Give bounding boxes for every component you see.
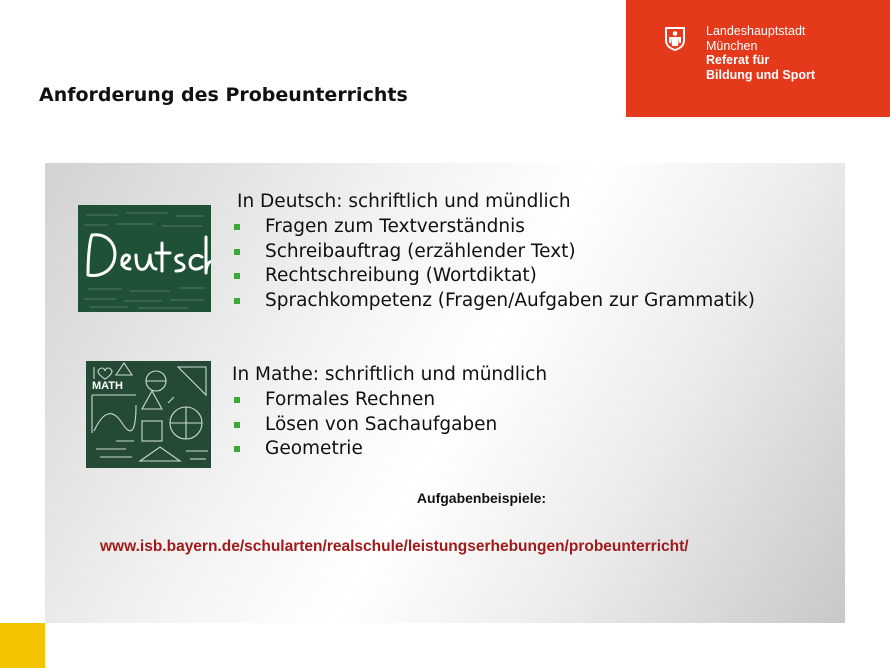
list-item: Fragen zum Textverständnis <box>232 215 755 240</box>
page-title: Anforderung des Probeunterrichts <box>39 84 408 106</box>
munich-crest-icon <box>664 26 686 52</box>
mathe-list <box>232 388 497 462</box>
deutsch-heading: In Deutsch: schriftlich und mündlich <box>237 191 571 212</box>
list-item: Rechtschreibung (Wortdiktat) <box>232 264 755 289</box>
mathe-chalkboard-image <box>86 361 211 468</box>
list-item: Lösen von Sachaufgaben <box>232 413 497 438</box>
logo-line-munich: München <box>706 38 758 53</box>
mathe-heading: In Mathe: schriftlich und mündlich <box>232 364 548 385</box>
list-item: Geometrie <box>232 437 497 462</box>
deutsch-list <box>232 215 755 313</box>
corner-accent <box>0 623 45 668</box>
logo-line-department: Referat für <box>706 53 770 67</box>
list-item: Formales Rechnen <box>232 388 497 413</box>
examples-link[interactable]: www.isb.bayern.de/schularten/realschule/leistungserhebungen/probeunterricht/ <box>100 538 689 555</box>
examples-label: Aufgabenbeispiele: <box>416 490 547 506</box>
deutsch-chalkboard-image <box>78 205 211 312</box>
list-item: Sprachkompetenz (Fragen/Aufgaben zur Grammatik) <box>232 289 755 314</box>
list-item: Schreibauftrag (erzählender Text) <box>232 240 755 265</box>
logo-text <box>706 24 815 82</box>
logo-line-education: Bildung und Sport <box>706 67 816 82</box>
logo-line-city: Landeshauptstadt <box>706 24 806 38</box>
math-word: MATH <box>92 380 123 392</box>
